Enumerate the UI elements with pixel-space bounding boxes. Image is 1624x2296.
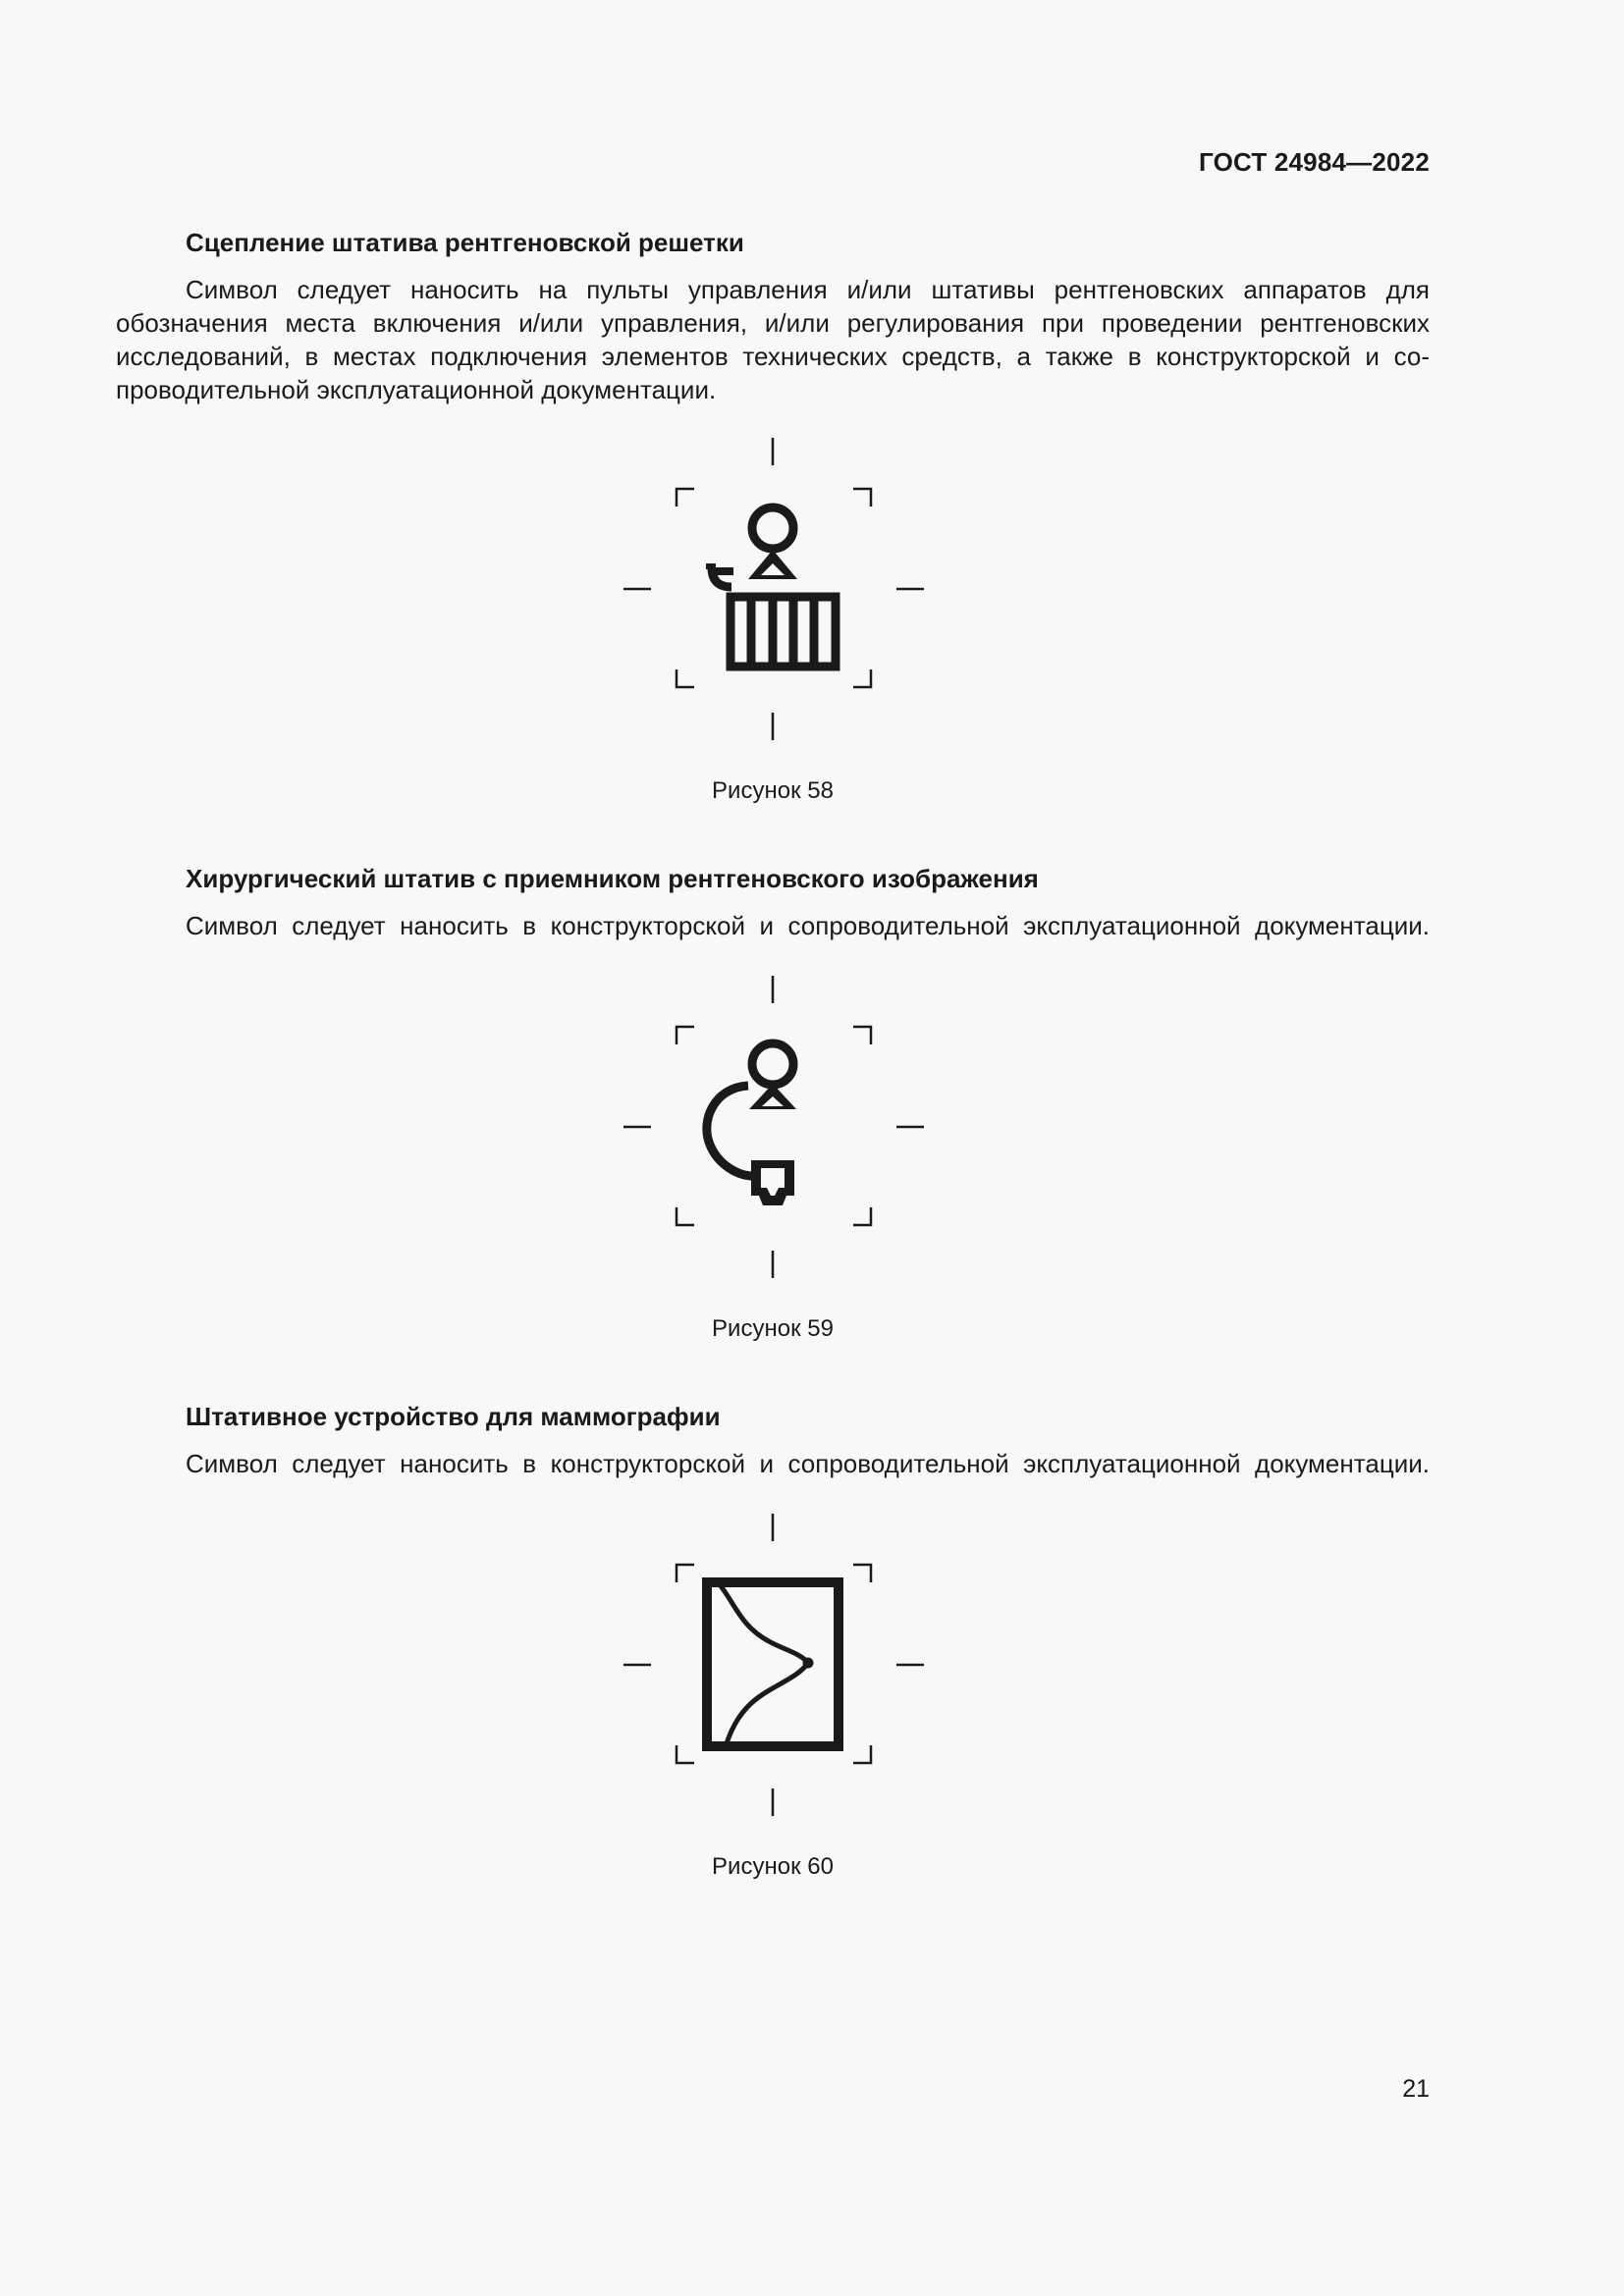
section-title-mammography: Штативное устройство для маммографии <box>186 1402 721 1431</box>
paragraph-line: обозначения места включения и/или управления, и/или регулирования при проведении рентгеновских <box>116 308 1430 338</box>
section-paragraph-grid-coupling <box>116 273 1430 406</box>
paragraph-line: Символ следует наносить на пульты управления и/или штативы рентгеновских аппаратов для <box>186 275 1430 304</box>
paragraph-line: проводительной эксплуатационной документации. <box>116 375 717 404</box>
section-title-grid-coupling: Сцепление штатива рентгеновской решетки <box>186 228 744 257</box>
section-paragraph-surgical-stand: Символ следует наносить в конструкторской и сопроводительной эксплуатационной документации. <box>186 911 1430 940</box>
figure-caption-59: Рисунок 59 <box>712 1315 834 1342</box>
figure-58 <box>616 430 930 744</box>
paragraph-line: исследований, в местах подключения элементов технических средств, а также в конструкторской и со- <box>116 342 1430 371</box>
mammography-stand-symbol-icon <box>616 1506 930 1820</box>
figure-caption-60: Рисунок 60 <box>712 1853 834 1880</box>
figure-60 <box>616 1506 930 1820</box>
surgical-c-arm-symbol-icon <box>616 968 930 1282</box>
document-code: ГОСТ 24984—2022 <box>1199 147 1430 177</box>
page-number: 21 <box>1402 2075 1430 2103</box>
grid-coupling-symbol-icon <box>616 430 930 744</box>
figure-59 <box>616 968 930 1282</box>
figure-caption-58: Рисунок 58 <box>712 777 834 804</box>
section-paragraph-mammography: Символ следует наносить в конструкторской и сопроводительной эксплуатационной документации. <box>186 1449 1430 1478</box>
section-title-surgical-stand: Хирургический штатив с приемником рентгеновского изображения <box>186 864 1039 893</box>
